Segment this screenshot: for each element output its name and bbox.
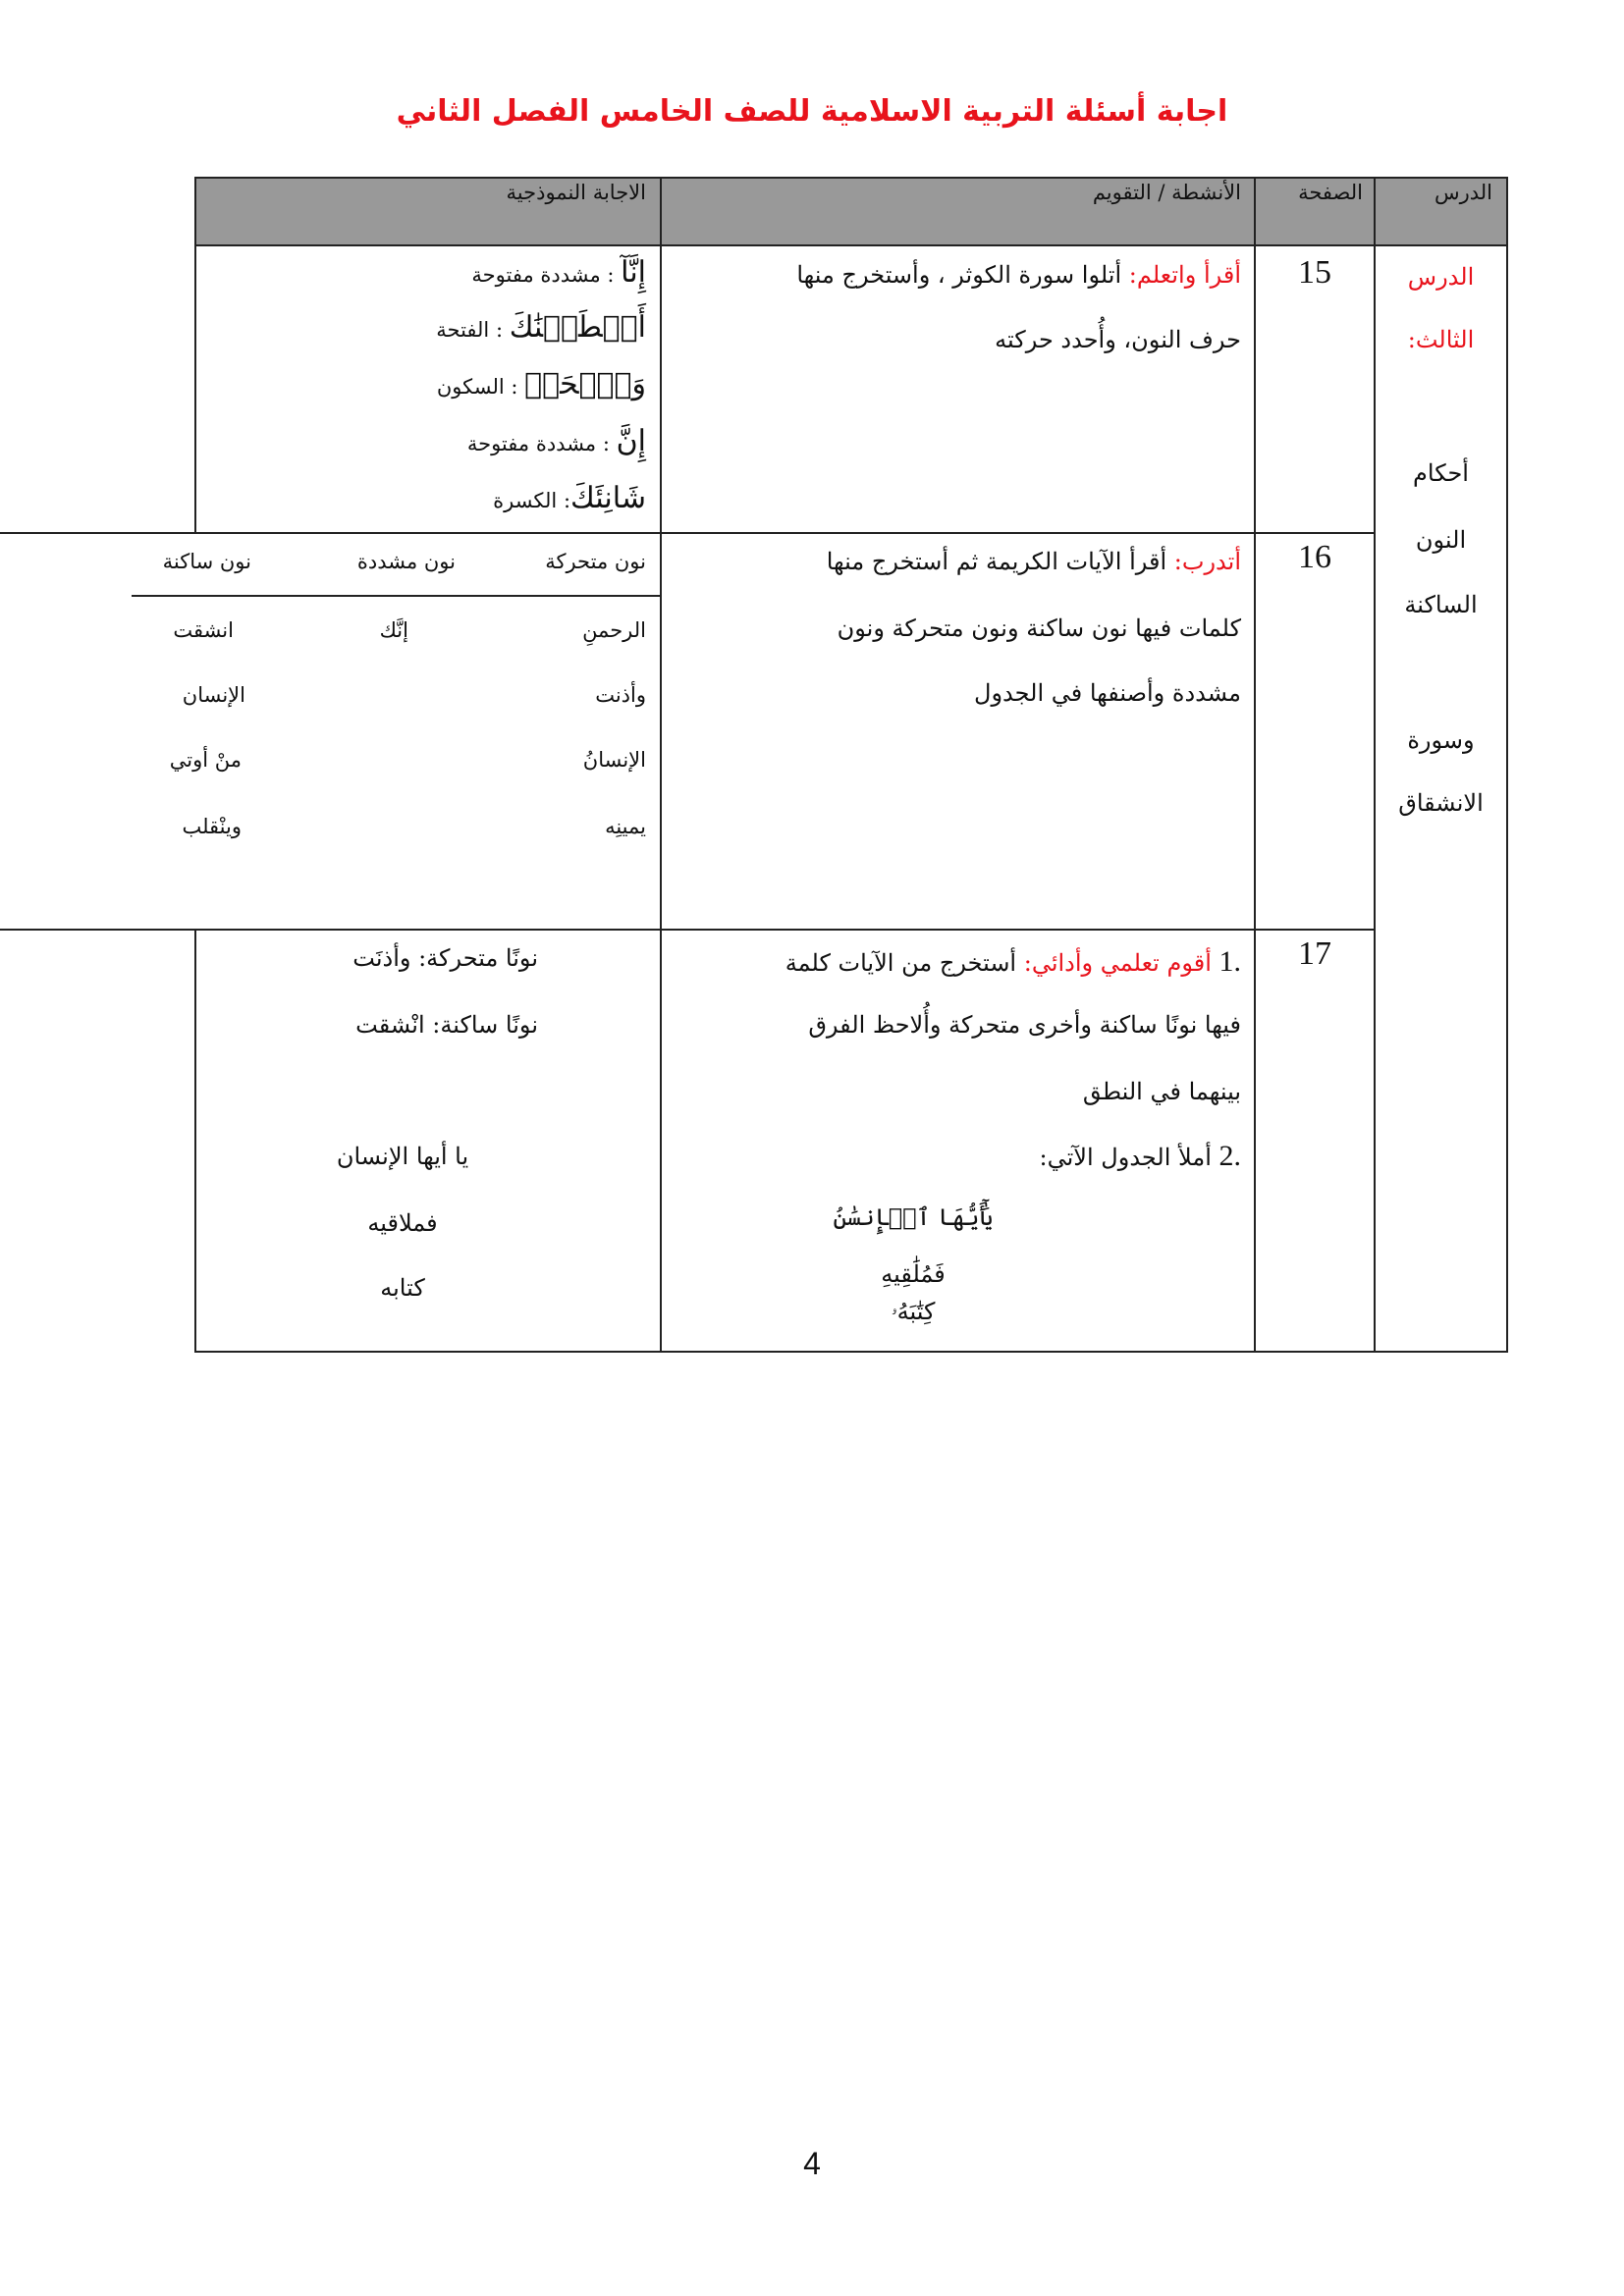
row3-q1-line1 <box>785 944 1241 980</box>
row3-q1-line2: فيها نونًا ساكنة وأخرى متحركة وأُلاحظ الفرق <box>808 1011 1241 1039</box>
row2-page: 16 <box>1298 539 1331 575</box>
row3-q1-text: أستخرج من الآيات كلمة <box>785 949 1017 977</box>
row2-activity-label: أتدرب: <box>1173 548 1241 575</box>
row3-q2-word-2: فَمُلَٰقِيهِ <box>881 1260 946 1288</box>
row2-activity-line2: كلمات فيها نون ساكنة ونون متحركة ونون <box>837 614 1241 642</box>
row3-q2-word-3: كِتَٰبَهُۥ <box>891 1298 936 1325</box>
row2-activity-line1 <box>827 548 1241 576</box>
header-lesson: الدرس <box>1434 181 1492 204</box>
header-answer: الاجابة النموذجية <box>506 181 646 204</box>
row2-doubled-1: إنَّك <box>379 618 408 642</box>
lesson-surah-1: وسورة <box>1407 726 1475 754</box>
row3-q1-line3: بينهما في النطق <box>1082 1078 1241 1105</box>
row3-answer2-1: يا أيها الإنسان <box>336 1143 469 1170</box>
row2-moving-1: الرحمنِ <box>582 618 646 642</box>
row2-inner-table-rule <box>132 595 660 597</box>
row3-answer1-1: نونًا متحركة: وأذنَت <box>352 944 538 972</box>
row2-th-doubled: نون مشددة <box>356 550 456 573</box>
table-border-bottom <box>194 1351 1508 1353</box>
row2-activity-line3: مشددة وأصنفها في الجدول <box>974 679 1241 707</box>
row2-activity-text: أقرأ الآيات الكريمة ثم أستخرج منها <box>826 548 1167 575</box>
lesson-name-2: النون <box>1415 526 1467 554</box>
row1-answer-1: إِنَّآ : مشددة مفتوحة <box>471 255 646 290</box>
row2-moving-4: يمينِه <box>605 815 646 838</box>
row1-activity-line1 <box>796 261 1241 290</box>
row3-q1-label: أقوم تعلمي وأدائي: <box>1023 949 1212 977</box>
row1-page: 15 <box>1298 254 1331 291</box>
border-left-bottom <box>194 929 196 1353</box>
row1-answer-4: إِنَّ : مشددة مفتوحة <box>466 424 646 458</box>
page-title: اجابة أسئلة التربية الاسلامية للصف الخامس الفصل الثاني <box>396 94 1228 129</box>
row2-still-2: الإنسان <box>182 683 245 707</box>
col-divider-page <box>1254 177 1256 1353</box>
page-number: 4 <box>803 2146 821 2181</box>
row3-answer2-3: كتابه <box>380 1274 425 1302</box>
row1-answer-5: شَانِئَكَ: الكسرة <box>493 481 646 515</box>
row3-page: 17 <box>1298 935 1331 972</box>
lesson-surah-2: الانشقاق <box>1398 789 1484 817</box>
lesson-label-1: الدرس <box>1407 263 1475 291</box>
row2-still-4: وينْقلب <box>182 815 242 838</box>
table-border-header-bottom <box>194 244 1508 246</box>
row2-th-moving: نون متحركة <box>545 550 646 573</box>
row1-activity-text: أتلوا سورة الكوثر ، وأستخرج منها <box>796 261 1122 289</box>
border-left-top <box>194 177 196 534</box>
lesson-name-3: الساكنة <box>1404 591 1478 618</box>
row2-moving-2: وأذنت <box>595 683 646 707</box>
row2-still-3: منْ أوتي <box>169 748 242 772</box>
row2-still-1: انشقت <box>173 618 234 642</box>
lesson-label-2: الثالث: <box>1407 326 1475 353</box>
row3-answer2-2: فملاقيه <box>367 1209 438 1237</box>
row3-q1-num: .1 <box>1218 945 1241 978</box>
row3-q2-word-1: يَٰٓأَيُّهَا ٱلۡإِنسَٰنُ <box>833 1203 994 1231</box>
header-activities: الأنشطة / التقويم <box>1092 181 1241 204</box>
lesson-name-1: أحكام <box>1413 459 1469 487</box>
row1-activity-label: أقرأ واتعلم: <box>1128 261 1241 289</box>
row2-th-still: نون ساكنة <box>162 550 251 573</box>
row3-q2-line <box>1040 1139 1241 1174</box>
col-divider-activity <box>660 177 662 1353</box>
header-page: الصفحة <box>1298 181 1363 204</box>
row2-bottom <box>0 929 1375 931</box>
border-right <box>1506 177 1508 1353</box>
row1-bottom <box>0 532 1375 534</box>
table-border-top <box>194 177 1508 179</box>
row3-q2-num: .2 <box>1218 1140 1241 1172</box>
row1-answer-2: أَعۡطَيۡنَٰكَ : الفتحة <box>436 310 646 345</box>
row3-q2-text: أملأ الجدول الآتي: <box>1039 1144 1212 1171</box>
row2-moving-3: الإنسانُ <box>582 748 646 772</box>
row1-answer-3: وَٱنۡحَرۡ : السكون <box>436 367 646 401</box>
row3-answer1-2: نونًا ساكنة: انْشقت <box>355 1011 538 1039</box>
row1-activity-line2: حرف النون، وأُحدد حركته <box>995 326 1241 353</box>
